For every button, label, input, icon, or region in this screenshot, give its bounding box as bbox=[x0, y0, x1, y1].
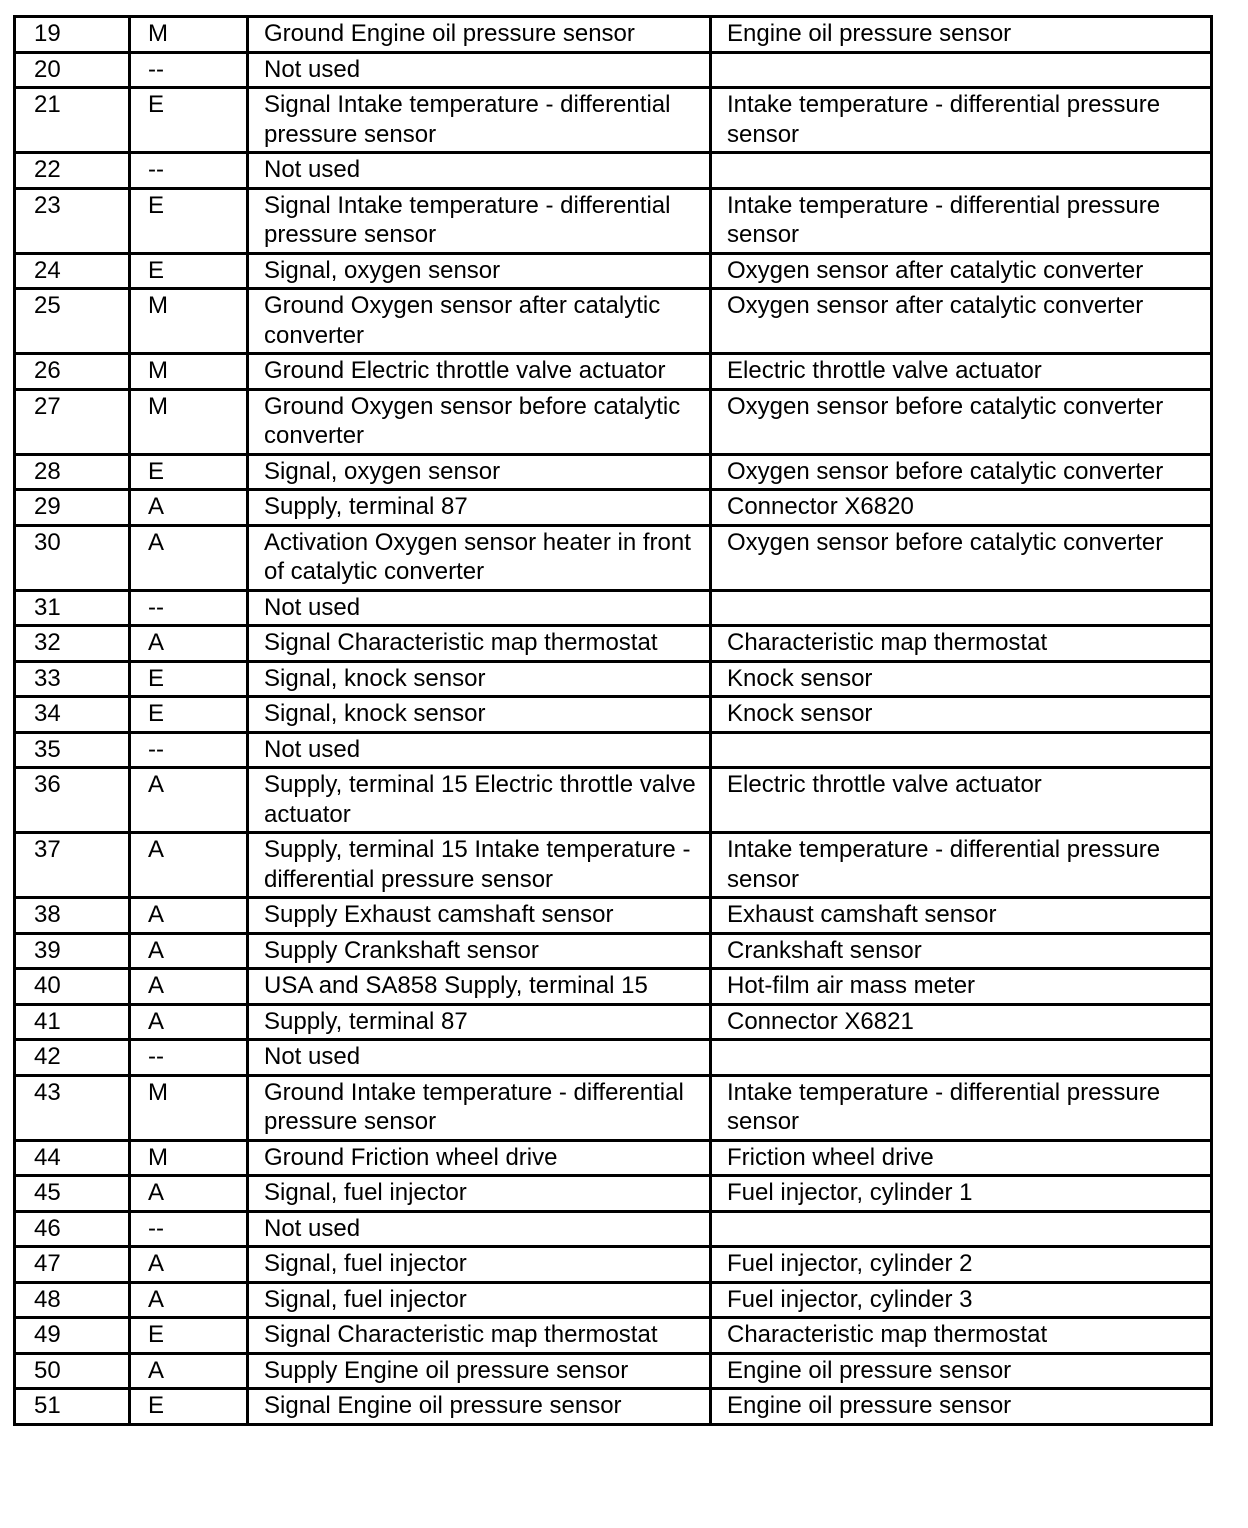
pin-description-cell: Supply, terminal 87 bbox=[248, 490, 711, 526]
pin-number-cell: 34 bbox=[15, 697, 130, 733]
component-cell: Intake temperature - differential pressure sensor bbox=[711, 833, 1212, 898]
table-row bbox=[15, 354, 1212, 390]
component-cell: Characteristic map thermostat bbox=[711, 626, 1212, 662]
pin-description-cell: Supply Crankshaft sensor bbox=[248, 933, 711, 969]
pin-number-cell: 19 bbox=[15, 17, 130, 53]
pin-description-cell: Ground Friction wheel drive bbox=[248, 1140, 711, 1176]
pin-description-cell: Ground Electric throttle valve actuator bbox=[248, 354, 711, 390]
pin-number-cell: 51 bbox=[15, 1389, 130, 1425]
pin-number-cell: 27 bbox=[15, 389, 130, 454]
table-row bbox=[15, 1389, 1212, 1425]
table-row bbox=[15, 153, 1212, 189]
pin-number-cell: 42 bbox=[15, 1040, 130, 1076]
pin-description-cell: Supply Engine oil pressure sensor bbox=[248, 1353, 711, 1389]
table-row bbox=[15, 661, 1212, 697]
pin-type-cell: M bbox=[130, 1140, 248, 1176]
pin-assignment-table bbox=[13, 15, 1213, 1426]
pin-description-cell: Activation Oxygen sensor heater in front of catalytic converter bbox=[248, 525, 711, 590]
pin-description-cell: Signal Intake temperature - differential pressure sensor bbox=[248, 188, 711, 253]
component-cell: Characteristic map thermostat bbox=[711, 1318, 1212, 1354]
table-row bbox=[15, 253, 1212, 289]
table-row bbox=[15, 969, 1212, 1005]
component-cell: Engine oil pressure sensor bbox=[711, 1389, 1212, 1425]
pin-type-cell: E bbox=[130, 1318, 248, 1354]
table-row bbox=[15, 590, 1212, 626]
pin-number-cell: 46 bbox=[15, 1211, 130, 1247]
pin-description-cell: Not used bbox=[248, 1211, 711, 1247]
pin-description-cell: Ground Oxygen sensor before catalytic converter bbox=[248, 389, 711, 454]
component-cell bbox=[711, 732, 1212, 768]
pin-type-cell: A bbox=[130, 1353, 248, 1389]
component-cell bbox=[711, 1211, 1212, 1247]
component-cell: Exhaust camshaft sensor bbox=[711, 898, 1212, 934]
pin-description-cell: Signal Characteristic map thermostat bbox=[248, 626, 711, 662]
component-cell: Oxygen sensor before catalytic converter bbox=[711, 525, 1212, 590]
table-row bbox=[15, 768, 1212, 833]
pin-number-cell: 49 bbox=[15, 1318, 130, 1354]
pin-type-cell: A bbox=[130, 490, 248, 526]
table-row bbox=[15, 1282, 1212, 1318]
pin-type-cell: A bbox=[130, 1247, 248, 1283]
component-cell: Fuel injector, cylinder 3 bbox=[711, 1282, 1212, 1318]
table-row bbox=[15, 88, 1212, 153]
component-cell: Intake temperature - differential pressure sensor bbox=[711, 188, 1212, 253]
pin-number-cell: 25 bbox=[15, 289, 130, 354]
component-cell: Fuel injector, cylinder 2 bbox=[711, 1247, 1212, 1283]
pin-type-cell: A bbox=[130, 626, 248, 662]
pin-type-cell: -- bbox=[130, 153, 248, 189]
pin-number-cell: 37 bbox=[15, 833, 130, 898]
table-row bbox=[15, 1211, 1212, 1247]
table-row bbox=[15, 1247, 1212, 1283]
pin-type-cell: A bbox=[130, 525, 248, 590]
pin-description-cell: Signal, knock sensor bbox=[248, 697, 711, 733]
component-cell: Electric throttle valve actuator bbox=[711, 768, 1212, 833]
pin-description-cell: Supply, terminal 15 Intake temperature - differential pressure sensor bbox=[248, 833, 711, 898]
component-cell: Engine oil pressure sensor bbox=[711, 17, 1212, 53]
pin-number-cell: 30 bbox=[15, 525, 130, 590]
pin-description-cell: Signal Intake temperature - differential pressure sensor bbox=[248, 88, 711, 153]
table-row bbox=[15, 188, 1212, 253]
pin-number-cell: 22 bbox=[15, 153, 130, 189]
pin-description-cell: Supply, terminal 15 Electric throttle valve actuator bbox=[248, 768, 711, 833]
pin-number-cell: 50 bbox=[15, 1353, 130, 1389]
pin-number-cell: 24 bbox=[15, 253, 130, 289]
pin-description-cell: Signal, fuel injector bbox=[248, 1247, 711, 1283]
pin-number-cell: 44 bbox=[15, 1140, 130, 1176]
pin-number-cell: 26 bbox=[15, 354, 130, 390]
component-cell: Intake temperature - differential pressure sensor bbox=[711, 88, 1212, 153]
component-cell bbox=[711, 52, 1212, 88]
pin-type-cell: -- bbox=[130, 52, 248, 88]
component-cell bbox=[711, 153, 1212, 189]
pin-description-cell: USA and SA858 Supply, terminal 15 bbox=[248, 969, 711, 1005]
table-row bbox=[15, 454, 1212, 490]
pin-description-cell: Signal, fuel injector bbox=[248, 1176, 711, 1212]
component-cell: Oxygen sensor before catalytic converter bbox=[711, 454, 1212, 490]
pin-type-cell: A bbox=[130, 969, 248, 1005]
pin-type-cell: A bbox=[130, 898, 248, 934]
component-cell: Crankshaft sensor bbox=[711, 933, 1212, 969]
table-row bbox=[15, 1176, 1212, 1212]
component-cell: Oxygen sensor after catalytic converter bbox=[711, 289, 1212, 354]
pin-number-cell: 38 bbox=[15, 898, 130, 934]
pin-number-cell: 33 bbox=[15, 661, 130, 697]
pin-description-cell: Signal, fuel injector bbox=[248, 1282, 711, 1318]
pin-type-cell: A bbox=[130, 933, 248, 969]
pin-description-cell: Signal, oxygen sensor bbox=[248, 253, 711, 289]
pin-number-cell: 45 bbox=[15, 1176, 130, 1212]
pin-type-cell: E bbox=[130, 661, 248, 697]
pin-type-cell: E bbox=[130, 697, 248, 733]
table-row bbox=[15, 1318, 1212, 1354]
table-row bbox=[15, 933, 1212, 969]
pin-description-cell: Not used bbox=[248, 52, 711, 88]
pin-description-cell: Supply Exhaust camshaft sensor bbox=[248, 898, 711, 934]
pin-type-cell: E bbox=[130, 1389, 248, 1425]
pin-description-cell: Ground Engine oil pressure sensor bbox=[248, 17, 711, 53]
component-cell: Engine oil pressure sensor bbox=[711, 1353, 1212, 1389]
pin-description-cell: Signal Characteristic map thermostat bbox=[248, 1318, 711, 1354]
pin-description-cell: Not used bbox=[248, 153, 711, 189]
pin-number-cell: 28 bbox=[15, 454, 130, 490]
pin-number-cell: 48 bbox=[15, 1282, 130, 1318]
pin-type-cell: M bbox=[130, 17, 248, 53]
pin-type-cell: E bbox=[130, 88, 248, 153]
pin-type-cell: M bbox=[130, 354, 248, 390]
component-cell: Knock sensor bbox=[711, 661, 1212, 697]
pin-number-cell: 21 bbox=[15, 88, 130, 153]
component-cell bbox=[711, 590, 1212, 626]
pin-number-cell: 43 bbox=[15, 1075, 130, 1140]
pin-number-cell: 31 bbox=[15, 590, 130, 626]
pin-description-cell: Signal, oxygen sensor bbox=[248, 454, 711, 490]
pin-description-cell: Ground Oxygen sensor after catalytic converter bbox=[248, 289, 711, 354]
pin-number-cell: 23 bbox=[15, 188, 130, 253]
pin-number-cell: 32 bbox=[15, 626, 130, 662]
pin-description-cell: Not used bbox=[248, 732, 711, 768]
pin-number-cell: 35 bbox=[15, 732, 130, 768]
pin-number-cell: 39 bbox=[15, 933, 130, 969]
pin-type-cell: M bbox=[130, 1075, 248, 1140]
pin-type-cell: -- bbox=[130, 1040, 248, 1076]
component-cell: Intake temperature - differential pressure sensor bbox=[711, 1075, 1212, 1140]
pin-number-cell: 36 bbox=[15, 768, 130, 833]
table-row bbox=[15, 697, 1212, 733]
pin-number-cell: 29 bbox=[15, 490, 130, 526]
pin-number-cell: 20 bbox=[15, 52, 130, 88]
table-row bbox=[15, 490, 1212, 526]
table-row bbox=[15, 1353, 1212, 1389]
pin-number-cell: 47 bbox=[15, 1247, 130, 1283]
table-row bbox=[15, 17, 1212, 53]
table-row bbox=[15, 289, 1212, 354]
table-row bbox=[15, 1040, 1212, 1076]
table-row bbox=[15, 732, 1212, 768]
pin-description-cell: Ground Intake temperature - differential pressure sensor bbox=[248, 1075, 711, 1140]
component-cell: Connector X6821 bbox=[711, 1004, 1212, 1040]
pin-type-cell: E bbox=[130, 454, 248, 490]
table-row bbox=[15, 1140, 1212, 1176]
pin-type-cell: A bbox=[130, 1004, 248, 1040]
pin-description-cell: Signal, knock sensor bbox=[248, 661, 711, 697]
pin-type-cell: M bbox=[130, 389, 248, 454]
pin-description-cell: Not used bbox=[248, 590, 711, 626]
table-row bbox=[15, 1004, 1212, 1040]
pin-table-body bbox=[15, 17, 1212, 1425]
table-row bbox=[15, 389, 1212, 454]
pin-type-cell: A bbox=[130, 768, 248, 833]
pin-number-cell: 40 bbox=[15, 969, 130, 1005]
component-cell bbox=[711, 1040, 1212, 1076]
component-cell: Oxygen sensor after catalytic converter bbox=[711, 253, 1212, 289]
pin-description-cell: Supply, terminal 87 bbox=[248, 1004, 711, 1040]
pin-type-cell: A bbox=[130, 833, 248, 898]
pin-type-cell: M bbox=[130, 289, 248, 354]
component-cell: Connector X6820 bbox=[711, 490, 1212, 526]
table-row bbox=[15, 525, 1212, 590]
table-row bbox=[15, 52, 1212, 88]
table-row bbox=[15, 626, 1212, 662]
pin-type-cell: A bbox=[130, 1176, 248, 1212]
component-cell: Hot-film air mass meter bbox=[711, 969, 1212, 1005]
table-row bbox=[15, 1075, 1212, 1140]
component-cell: Electric throttle valve actuator bbox=[711, 354, 1212, 390]
pin-type-cell: A bbox=[130, 1282, 248, 1318]
component-cell: Fuel injector, cylinder 1 bbox=[711, 1176, 1212, 1212]
pin-description-cell: Signal Engine oil pressure sensor bbox=[248, 1389, 711, 1425]
pin-type-cell: E bbox=[130, 253, 248, 289]
component-cell: Friction wheel drive bbox=[711, 1140, 1212, 1176]
table-row bbox=[15, 833, 1212, 898]
table-row bbox=[15, 898, 1212, 934]
component-cell: Knock sensor bbox=[711, 697, 1212, 733]
pin-type-cell: -- bbox=[130, 590, 248, 626]
pin-number-cell: 41 bbox=[15, 1004, 130, 1040]
component-cell: Oxygen sensor before catalytic converter bbox=[711, 389, 1212, 454]
pin-type-cell: -- bbox=[130, 1211, 248, 1247]
pin-description-cell: Not used bbox=[248, 1040, 711, 1076]
pin-type-cell: -- bbox=[130, 732, 248, 768]
pin-type-cell: E bbox=[130, 188, 248, 253]
